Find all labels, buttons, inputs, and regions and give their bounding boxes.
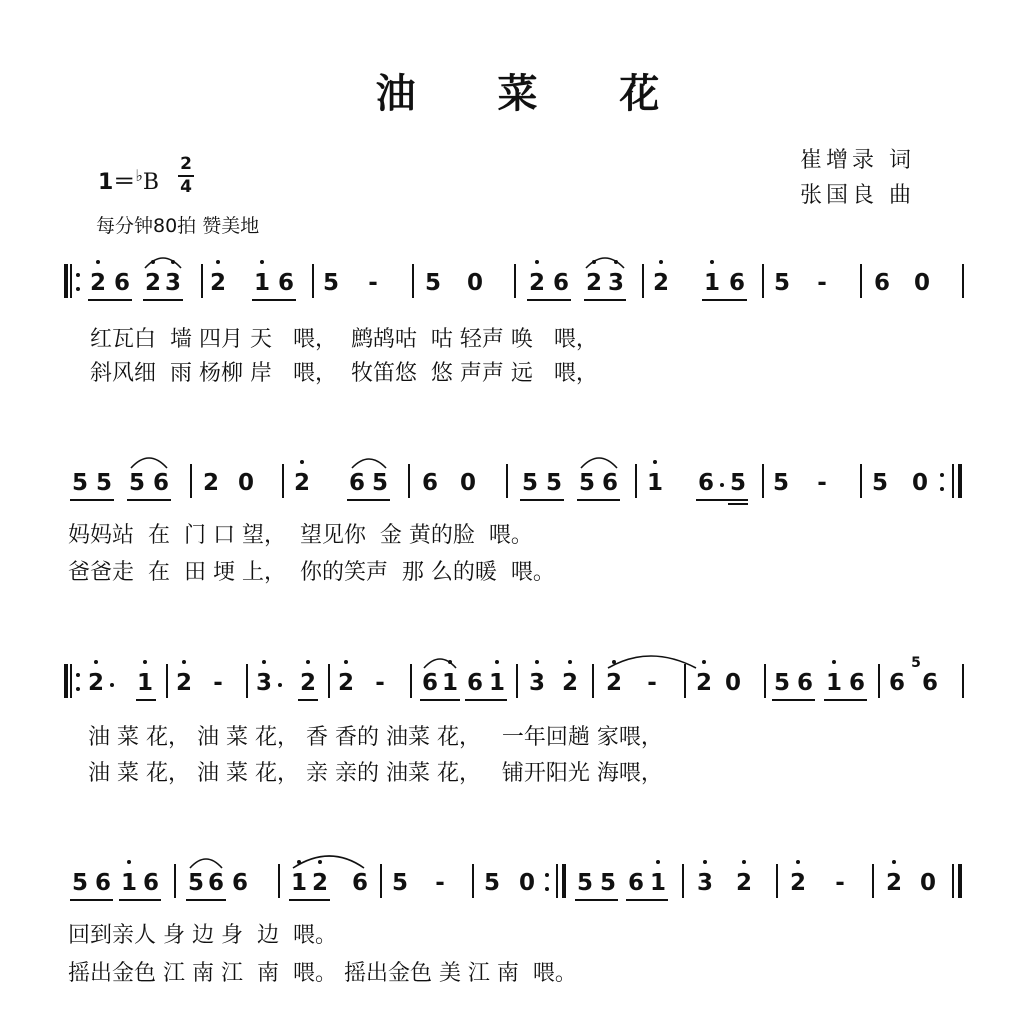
barline — [684, 664, 686, 698]
composer-credit: 张国良 曲 — [800, 183, 915, 208]
octave-dot — [702, 660, 706, 664]
lyrics-line: 摇出金色 江 南 江 南 喂。 摇出金色 美 江 南 喂。 — [68, 961, 577, 986]
duration-dot — [720, 483, 724, 487]
octave-dot — [612, 660, 616, 664]
octave-dot — [495, 660, 499, 664]
note: 2 — [299, 670, 317, 696]
barline — [166, 664, 168, 698]
note: - — [647, 670, 657, 696]
beam — [119, 899, 161, 901]
note: 3 — [607, 270, 625, 296]
repeat-end-bar — [958, 464, 962, 498]
octave-dot — [262, 660, 266, 664]
beam — [186, 899, 226, 901]
octave-dot — [742, 860, 746, 864]
octave-dot — [94, 660, 98, 664]
note: - — [817, 470, 827, 496]
note: 1 — [646, 470, 664, 496]
barline — [516, 664, 518, 698]
octave-dot — [171, 260, 175, 264]
beam — [127, 499, 171, 501]
note: 6 — [351, 870, 369, 896]
flat-sign: ♭ — [135, 166, 143, 185]
note: 5 — [772, 470, 790, 496]
beam — [70, 499, 114, 501]
duration-dot — [278, 683, 282, 687]
note: 5 — [391, 870, 409, 896]
barline — [174, 864, 176, 898]
note: 6 — [421, 670, 439, 696]
note: 1 — [136, 670, 154, 696]
duration-dot — [110, 683, 114, 687]
note: 2 — [695, 670, 713, 696]
octave-dot — [535, 260, 539, 264]
octave-dot — [568, 660, 572, 664]
octave-dot — [297, 860, 301, 864]
note: 2 — [652, 270, 670, 296]
octave-dot — [656, 860, 660, 864]
barline — [860, 264, 862, 298]
note: 1 — [649, 870, 667, 896]
note: 5 — [71, 470, 89, 496]
note: 2 — [144, 270, 162, 296]
note: 2 — [528, 270, 546, 296]
note: 5 — [322, 270, 340, 296]
barline — [506, 464, 508, 498]
note: 6 — [552, 270, 570, 296]
octave-dot — [318, 860, 322, 864]
song-title: 油 菜 花 — [375, 70, 694, 117]
repeat-dot — [76, 687, 80, 691]
octave-dot — [182, 660, 186, 664]
octave-dot — [659, 260, 663, 264]
note: - — [817, 270, 827, 296]
beam — [136, 699, 156, 701]
tempo-marking: 每分钟80拍 赞美地 — [96, 215, 260, 237]
repeat-start-thin — [70, 264, 72, 298]
note: 5 — [95, 470, 113, 496]
repeat-dot — [545, 873, 549, 877]
repeat-dot — [76, 287, 80, 291]
lyrics-line: 妈妈站 在 门 口 望， 望见你 金 黄的脸 喂。 — [68, 523, 533, 548]
barline — [764, 664, 766, 698]
repeat-dot — [940, 487, 944, 491]
note: 1 — [825, 670, 843, 696]
beam — [527, 299, 571, 301]
octave-dot — [832, 660, 836, 664]
beam — [772, 699, 815, 701]
barline — [408, 464, 410, 498]
barline — [282, 464, 284, 498]
beam — [824, 699, 867, 701]
note: 5 — [521, 470, 539, 496]
beam — [289, 899, 330, 901]
note: 2 — [605, 670, 623, 696]
note: 6 — [348, 470, 366, 496]
barline — [246, 664, 248, 698]
note: 6 — [921, 670, 939, 696]
note: - — [435, 870, 445, 896]
beam — [702, 299, 747, 301]
beam — [347, 499, 390, 501]
barline — [380, 864, 382, 898]
barline — [776, 864, 778, 898]
note: 5 — [599, 870, 617, 896]
barline — [860, 464, 862, 498]
beam — [465, 699, 507, 701]
staff-system-3 — [0, 652, 1035, 712]
note: 2 — [89, 270, 107, 296]
note: 5 — [871, 470, 889, 496]
barline — [201, 264, 203, 298]
octave-dot — [592, 260, 596, 264]
note: 0 — [724, 670, 742, 696]
repeat-dot — [76, 273, 80, 277]
note: 0 — [466, 270, 484, 296]
repeat-end-bar — [562, 864, 566, 898]
note: 2 — [311, 870, 329, 896]
repeat-start-thin — [70, 664, 72, 698]
beam — [298, 699, 318, 701]
note: 0 — [459, 470, 477, 496]
note: - — [375, 670, 385, 696]
note: 1 — [253, 270, 271, 296]
barline — [472, 864, 474, 898]
lyrics-line: 红瓦白 墙 四月 天 喂， 鹧鸪咕 咕 轻声 唤 喂， — [90, 327, 598, 352]
octave-dot — [653, 460, 657, 464]
beam — [88, 299, 132, 301]
barline — [410, 664, 412, 698]
note: 1 — [488, 670, 506, 696]
repeat-end-thin — [556, 864, 558, 898]
lyrics-line: 回到亲人 身 边 身 边 喂。 — [68, 923, 337, 948]
note: 2 — [735, 870, 753, 896]
note: 5 — [371, 470, 389, 496]
repeat-start-bar — [64, 264, 68, 298]
barline — [328, 664, 330, 698]
note: 5 — [545, 470, 563, 496]
repeat-dot — [545, 887, 549, 891]
note: 0 — [237, 470, 255, 496]
note: 3 — [696, 870, 714, 896]
note: 5 — [773, 270, 791, 296]
barline — [642, 264, 644, 298]
note: 2 — [885, 870, 903, 896]
note: 6 — [421, 470, 439, 496]
note: 6 — [152, 470, 170, 496]
key-signature — [98, 165, 159, 196]
note: 3 — [528, 670, 546, 696]
staff-system-4 — [0, 852, 1035, 912]
note: 3 — [255, 670, 273, 696]
note: 0 — [911, 470, 929, 496]
note: - — [368, 270, 378, 296]
repeat-dot — [76, 673, 80, 677]
note: 5 — [576, 870, 594, 896]
octave-dot — [710, 260, 714, 264]
beam — [575, 899, 618, 901]
note: 6 — [277, 270, 295, 296]
note: 5 — [424, 270, 442, 296]
note: 6 — [728, 270, 746, 296]
repeat-end-thin — [952, 464, 954, 498]
barline — [514, 264, 516, 298]
octave-dot — [216, 260, 220, 264]
beam — [420, 699, 460, 701]
octave-dot — [300, 460, 304, 464]
staff-system-2 — [0, 452, 1035, 512]
time-signature — [178, 155, 194, 197]
lyricist-credit: 崔增录 词 — [800, 148, 915, 173]
note: 5 — [71, 870, 89, 896]
note: 5 — [187, 870, 205, 896]
note: 5 — [128, 470, 146, 496]
staff-system-1 — [0, 252, 1035, 312]
lyrics-line: 油 菜 花， 油 菜 花， 亲 亲的 油菜 花， 铺开阳光 海喂， — [88, 761, 663, 786]
note: 5 — [729, 470, 747, 496]
note: 6 — [873, 270, 891, 296]
note: 1 — [703, 270, 721, 296]
note: 6 — [466, 670, 484, 696]
note: 6 — [231, 870, 249, 896]
note: 6 — [94, 870, 112, 896]
note: - — [835, 870, 845, 896]
note: 6 — [207, 870, 225, 896]
octave-dot — [260, 260, 264, 264]
note: 1 — [441, 670, 459, 696]
note: 2 — [202, 470, 220, 496]
note: 6 — [796, 670, 814, 696]
beam — [626, 899, 668, 901]
note: 2 — [585, 270, 603, 296]
barline — [962, 264, 964, 298]
barline — [878, 664, 880, 698]
note: 3 — [164, 270, 182, 296]
octave-dot — [143, 660, 147, 664]
note: 2 — [337, 670, 355, 696]
octave-dot — [96, 260, 100, 264]
repeat-dot — [940, 473, 944, 477]
note: 0 — [919, 870, 937, 896]
note: 2 — [293, 470, 311, 496]
key-letter: B — [142, 170, 160, 195]
lyrics-line: 斜风细 雨 杨柳 岸 喂， 牧笛悠 悠 声声 远 喂， — [90, 361, 598, 386]
note: 0 — [913, 270, 931, 296]
lyrics-line: 爸爸走 在 田 埂 上， 你的笑声 那 么的暖 喂。 — [68, 560, 555, 585]
barline — [635, 464, 637, 498]
final-bar-thick — [958, 864, 962, 898]
octave-dot — [151, 260, 155, 264]
note: - — [213, 670, 223, 696]
note: 2 — [175, 670, 193, 696]
barline — [190, 464, 192, 498]
barline — [872, 864, 874, 898]
time-bottom: 4 — [180, 177, 192, 197]
note: 5 — [578, 470, 596, 496]
octave-dot — [703, 860, 707, 864]
note: 2 — [561, 670, 579, 696]
note: 2 — [789, 870, 807, 896]
note: 5 — [483, 870, 501, 896]
grace-note: 5 — [911, 655, 921, 671]
barline — [762, 264, 764, 298]
key-one: 1＝ — [98, 170, 136, 195]
octave-dot — [892, 860, 896, 864]
note: 5 — [773, 670, 791, 696]
repeat-start-bar — [64, 664, 68, 698]
note: 1 — [120, 870, 138, 896]
octave-dot — [796, 860, 800, 864]
lyrics-line: 油 菜 花， 油 菜 花， 香 香的 油菜 花， 一年回趟 家喂， — [88, 725, 663, 750]
note: 6 — [113, 270, 131, 296]
time-top: 2 — [180, 154, 192, 174]
note: 6 — [142, 870, 160, 896]
beam — [577, 499, 620, 501]
note: 6 — [848, 670, 866, 696]
beam — [520, 499, 564, 501]
note: 6 — [697, 470, 715, 496]
octave-dot — [306, 660, 310, 664]
barline — [412, 264, 414, 298]
note: 2 — [87, 670, 105, 696]
beam — [143, 299, 183, 301]
octave-dot — [448, 660, 452, 664]
note: 1 — [290, 870, 308, 896]
barline — [592, 664, 594, 698]
note: 6 — [888, 670, 906, 696]
note: 0 — [518, 870, 536, 896]
barline — [312, 264, 314, 298]
octave-dot — [127, 860, 131, 864]
barline — [962, 664, 964, 698]
octave-dot — [614, 260, 618, 264]
beam — [584, 299, 626, 301]
note: 6 — [601, 470, 619, 496]
barline — [762, 464, 764, 498]
note: 2 — [209, 270, 227, 296]
barline — [682, 864, 684, 898]
beam — [696, 499, 748, 501]
note: 6 — [627, 870, 645, 896]
octave-dot — [344, 660, 348, 664]
beam — [252, 299, 296, 301]
final-bar-thin — [952, 864, 954, 898]
beam — [728, 503, 748, 505]
beam — [70, 899, 113, 901]
barline — [278, 864, 280, 898]
octave-dot — [535, 660, 539, 664]
